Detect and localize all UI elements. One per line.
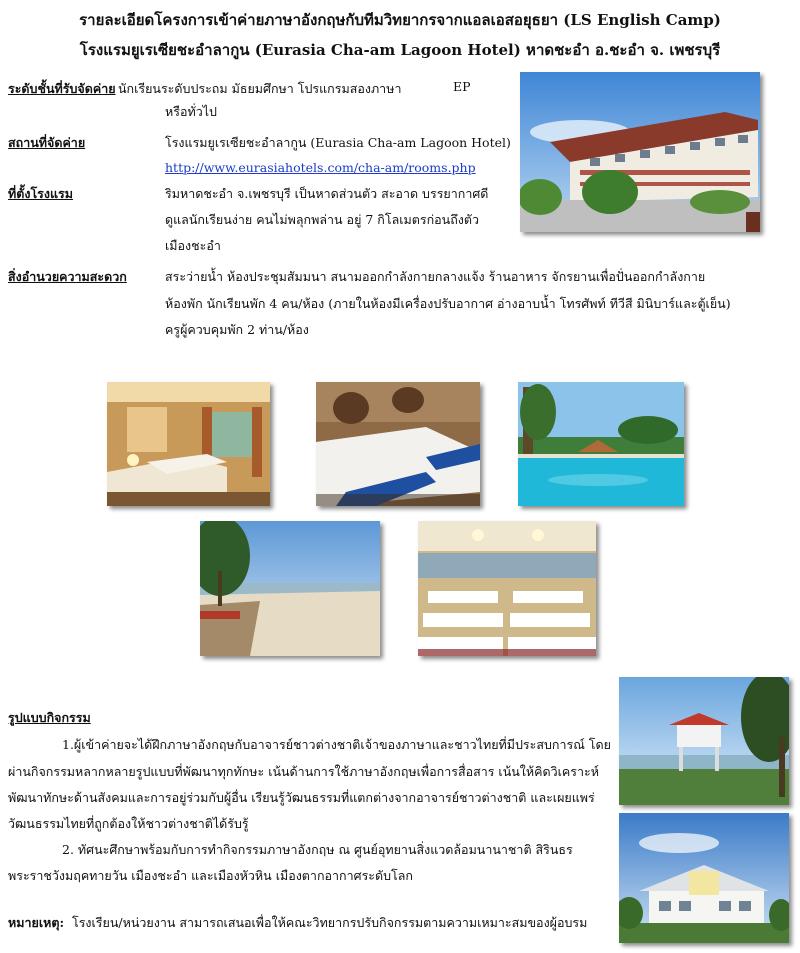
hotel-room-photo [107,382,270,506]
activities-p2-line1: 2. ทัศนะศึกษาพร้อมกับการทำกิจกรรมภาษาอังกฤษ ณ ศูนย์อุทยานสิ่งแวดล้อมนานาชาติ สิรินธร [62,842,573,857]
activities-p1-line3: พัฒนาทักษะด้านสังคมและการอยู่ร่วมกับผู้อื่น เรียนรู้วัฒนธรรมที่แตกต่างจากอาจารย์ชาวต่างชาติ และเผยแพร่ [8,790,595,805]
meeting-room-photo [418,521,596,656]
facilities-label: สิ่งอำนวยความสะดวก [8,269,127,284]
activities-p2-line2: พระราชวังมฤคทายวัน เมืองชะอำ และเมืองหัวหิน เมืองตากอากาศระดับโลก [8,868,413,883]
document-title-line2: โรงแรมยูเรเซียชะอำลากูน (Eurasia Cha-am Lagoon Hotel) หาดชะอำ อ.ชะอำ จ. เพชรบุรี [79,41,721,59]
location-line2: ดูแลนักเรียนง่าย คนไม่พลุกพล่าน อยู่ 7 กิโลเมตรก่อนถึงตัว [165,212,480,227]
level-label: ระดับชั้นที่รับจัดค่าย [8,81,116,96]
activities-p1-line4: วัฒนธรรมไทยที่ถูกต้องให้ชาวต่างชาติได้รับรู้ [8,816,249,831]
level-value-ep: EP [453,79,471,94]
activities-p1-line2: ผ่านกิจกรรมหลากหลายรูปแบบที่พัฒนาทุกทักษะ เน้นด้านการใช้ภาษาอังกฤษเพื่อการสื่อสาร เน้นให้คิดวิเคราะห์ [8,764,599,779]
hotel-building-photo [619,813,789,943]
facilities-line2: ห้องพัก นักเรียนพัก 4 คน/ห้อง (ภายในห้องมีเครื่องปรับอากาศ อ่างอาบน้ำ โทรศัพท์ ทีวีสี มินิบาร์และตู้เย็น) [165,296,731,311]
twin-beds-photo [316,382,480,506]
location-line3: เมืองชะอำ [165,238,221,253]
document-title-line1: รายละเอียดโครงการเข้าค่ายภาษาอังกฤษกับทีมวิทยากรจากแอลเอสอยุธยา (LS English Camp) [79,11,721,29]
location-line1: ริมหาดชะอำ จ.เพชรบุรี เป็นหาดส่วนตัว สะอาด บรรยากาศดี [165,186,489,201]
venue-link[interactable]: http://www.eurasiahotels.com/cha-am/rooms.php [165,160,476,175]
swimming-pool-photo [518,382,684,506]
venue-value: โรงแรมยูเรเซียชะอำลากูน (Eurasia Cha-am Lagoon Hotel) [165,135,511,150]
activities-p1-line1: 1.ผู้เข้าค่ายจะได้ฝึกภาษาอังกฤษกับอาจารย์ชาวต่างชาติเจ้าของภาษาและชาวไทยที่มีประสบการณ์ โดย [62,737,611,752]
pavilion-photo [619,677,789,805]
hotel-exterior-photo [520,72,760,232]
activities-heading: รูปแบบกิจกรรม [8,710,91,725]
level-value-line1: นักเรียนระดับประถม มัธยมศึกษา โปรแกรมสองภาษา [118,81,402,96]
note-label: หมายเหตุ: [8,915,65,930]
beach-photo [200,521,380,656]
facilities-line3: ครูผู้ควบคุมพัก 2 ท่าน/ห้อง [165,322,309,337]
venue-label: สถานที่จัดค่าย [8,135,86,150]
note-text: โรงเรียน/หน่วยงาน สามารถเสนอเพื่อให้คณะวิทยากรปรับกิจกรรมตามความเหมาะสมของผู้อบรม [72,915,588,930]
location-label: ที่ตั้งโรงแรม [8,186,74,201]
facilities-line1: สระว่ายน้ำ ห้องประชุมสัมมนา สนามออกกำลังกายกลางแจ้ง ร้านอาหาร จักรยานเพื่อปั่นออกกำลังกาย [165,269,706,284]
level-value-line2: หรือทั่วไป [165,104,217,119]
